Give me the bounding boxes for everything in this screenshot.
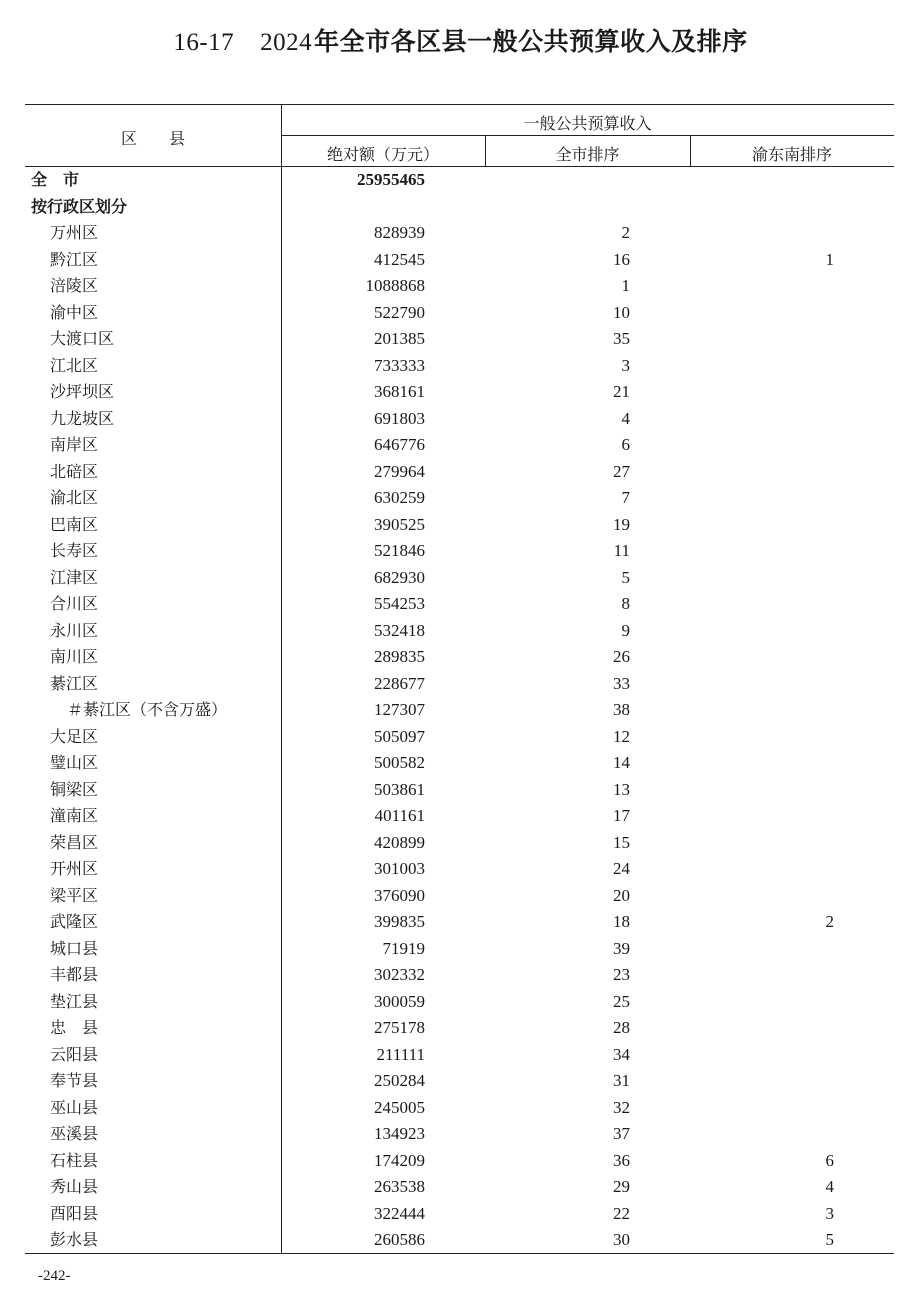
table-row — [25, 167, 894, 194]
amount-cell: 289835 — [374, 647, 425, 666]
district-name: 垫江县 — [50, 991, 99, 1011]
table-row — [25, 432, 894, 459]
district-name: 丰都县 — [50, 965, 99, 984]
table-year: 2024 — [260, 29, 313, 56]
district-name: 渝北区 — [50, 488, 99, 507]
district-name: 忠 县 — [50, 1018, 99, 1037]
table-row — [25, 750, 894, 777]
table-row — [25, 459, 894, 486]
table-row — [25, 538, 894, 565]
district-name: 黔江区 — [50, 249, 99, 269]
table-row — [25, 962, 894, 989]
district-name: 万州区 — [50, 223, 99, 242]
amount-cell: 211111 — [376, 1044, 425, 1064]
table-row — [25, 830, 894, 857]
city-rank-cell: 26 — [613, 647, 630, 666]
district-name: 彭水县 — [50, 1230, 99, 1249]
amount-cell: 691803 — [374, 408, 425, 428]
district-name: 巴南区 — [50, 514, 99, 534]
amount-cell: 420899 — [374, 832, 425, 852]
table-row — [25, 724, 894, 751]
city-rank-cell: 22 — [613, 1203, 630, 1223]
table-row — [25, 803, 894, 830]
table-row — [25, 1227, 894, 1254]
table-body — [25, 167, 894, 1254]
amount-cell: 522790 — [374, 302, 425, 322]
city-rank-cell: 14 — [613, 753, 630, 772]
city-rank-cell: 7 — [621, 488, 630, 507]
table-row — [25, 936, 894, 963]
city-rank-cell: 25 — [613, 991, 630, 1011]
district-name: 涪陵区 — [50, 276, 99, 295]
table-row — [25, 326, 894, 353]
city-rank-cell: 8 — [621, 594, 630, 613]
header-southeast-rank: 渝东南排序 — [751, 145, 832, 164]
amount-cell: 412545 — [374, 249, 425, 269]
district-name: 渝中区 — [50, 302, 99, 322]
district-name: 江津区 — [50, 567, 99, 587]
table-row — [25, 379, 894, 406]
amount-cell: 301003 — [374, 859, 425, 878]
table-row — [25, 485, 894, 512]
city-rank-cell: 6 — [621, 435, 630, 454]
table-row — [25, 618, 894, 645]
table-row — [25, 989, 894, 1016]
city-rank-cell: 17 — [613, 806, 630, 825]
district-name: 永川区 — [50, 620, 99, 640]
city-rank-cell: 23 — [613, 965, 630, 984]
table-row — [25, 220, 894, 247]
district-name: 江北区 — [50, 355, 99, 375]
city-rank-cell: 32 — [613, 1097, 630, 1117]
district-name: 石柱县 — [50, 1150, 99, 1170]
table-row — [25, 353, 894, 380]
city-rank-cell: 29 — [613, 1177, 630, 1196]
southeast-rank-cell: 3 — [825, 1203, 834, 1223]
amount-cell: 245005 — [374, 1097, 425, 1117]
city-rank-cell: 27 — [613, 461, 630, 481]
table-row — [25, 247, 894, 274]
amount-cell: 302332 — [374, 965, 425, 984]
amount-cell: 500582 — [374, 753, 425, 772]
amount-cell: 399835 — [374, 912, 425, 931]
city-rank-cell: 12 — [613, 726, 630, 746]
city-rank-cell: 3 — [621, 355, 630, 375]
table-row — [25, 591, 894, 618]
city-rank-cell: 38 — [613, 700, 630, 719]
district-name: 全 市 — [31, 170, 80, 189]
district-name: 合川区 — [50, 594, 99, 613]
amount-cell: 503861 — [374, 779, 425, 799]
table-row — [25, 1174, 894, 1201]
district-name: 南川区 — [50, 647, 99, 666]
district-name: 奉节县 — [50, 1071, 99, 1090]
table-row — [25, 512, 894, 539]
district-name: 璧山区 — [50, 753, 99, 772]
amount-cell: 201385 — [374, 329, 425, 348]
district-name: ＃綦江区（不含万盛） — [67, 700, 228, 719]
amount-cell: 134923 — [374, 1124, 425, 1143]
amount-cell: 275178 — [374, 1018, 425, 1037]
table-row — [25, 1121, 894, 1148]
table-top-rule — [25, 104, 894, 105]
district-name: 北碚区 — [50, 461, 99, 481]
district-name: 巫溪县 — [50, 1124, 99, 1143]
page-number: -242- — [38, 1268, 71, 1284]
city-rank-cell: 15 — [613, 832, 630, 852]
city-rank-cell: 31 — [613, 1071, 630, 1090]
city-rank-cell: 34 — [613, 1044, 630, 1064]
southeast-rank-cell: 4 — [825, 1177, 834, 1196]
header-mid-rule — [281, 135, 894, 136]
page-title — [0, 22, 921, 58]
table-row — [25, 565, 894, 592]
header-amount: 绝对额（万元） — [326, 145, 439, 164]
city-rank-cell: 9 — [621, 620, 630, 640]
southeast-rank-cell: 2 — [825, 912, 834, 931]
amount-cell: 71919 — [382, 938, 425, 958]
amount-cell: 733333 — [374, 355, 425, 375]
district-name: 九龙坡区 — [50, 408, 115, 428]
city-rank-cell: 39 — [613, 938, 630, 958]
amount-cell: 368161 — [374, 382, 425, 401]
district-name: 城口县 — [50, 938, 99, 958]
amount-cell: 828939 — [374, 223, 425, 242]
city-rank-cell: 35 — [613, 329, 630, 348]
amount-cell: 322444 — [374, 1203, 425, 1223]
city-rank-cell: 16 — [613, 249, 630, 269]
table-row — [25, 777, 894, 804]
table-row — [25, 1095, 894, 1122]
table-row — [25, 883, 894, 910]
city-rank-cell: 10 — [613, 302, 630, 322]
district-name: 武隆区 — [50, 912, 99, 931]
city-rank-cell: 24 — [613, 859, 630, 878]
table-row — [25, 273, 894, 300]
amount-cell: 1088868 — [365, 276, 425, 295]
southeast-rank-cell: 5 — [825, 1230, 834, 1249]
table-row — [25, 909, 894, 936]
city-rank-cell: 36 — [613, 1150, 630, 1170]
table-row — [25, 671, 894, 698]
amount-cell: 250284 — [374, 1071, 425, 1090]
district-name: 大足区 — [50, 726, 99, 746]
table-row — [25, 697, 894, 724]
district-name: 秀山县 — [50, 1177, 99, 1196]
city-rank-cell: 5 — [621, 567, 630, 587]
city-rank-cell: 18 — [613, 912, 630, 931]
table-row — [25, 856, 894, 883]
table-row — [25, 1201, 894, 1228]
city-rank-cell: 21 — [613, 382, 630, 401]
amount-cell: 630259 — [374, 488, 425, 507]
amount-cell: 376090 — [374, 885, 425, 905]
amount-cell: 279964 — [374, 461, 425, 481]
amount-cell: 554253 — [374, 594, 425, 613]
amount-cell: 390525 — [374, 514, 425, 534]
city-rank-cell: 20 — [613, 885, 630, 905]
amount-cell: 646776 — [374, 435, 425, 454]
table-row — [25, 300, 894, 327]
district-name: 长寿区 — [50, 541, 99, 560]
city-rank-cell: 28 — [613, 1018, 630, 1037]
table-row — [25, 1148, 894, 1175]
amount-cell: 682930 — [374, 567, 425, 587]
amount-cell: 532418 — [374, 620, 425, 640]
district-name: 大渡口区 — [50, 329, 115, 348]
district-name: 铜梁区 — [50, 779, 99, 799]
city-rank-cell: 11 — [613, 541, 630, 560]
city-rank-cell: 2 — [621, 223, 630, 242]
city-rank-cell: 37 — [613, 1124, 630, 1143]
table-number: 16-17 — [173, 29, 235, 56]
table-row — [25, 1068, 894, 1095]
city-rank-cell: 30 — [613, 1230, 630, 1249]
district-name: 巫山县 — [50, 1097, 99, 1117]
header-district: 区 县 — [120, 129, 185, 148]
district-name: 潼南区 — [50, 806, 99, 825]
header-city-rank: 全市排序 — [555, 145, 620, 164]
table-row — [25, 644, 894, 671]
amount-cell: 263538 — [374, 1177, 425, 1196]
table-row — [25, 1042, 894, 1069]
table-row — [25, 1015, 894, 1042]
district-name: 酉阳县 — [50, 1203, 99, 1223]
amount-cell: 127307 — [374, 700, 425, 719]
amount-cell: 25955465 — [357, 170, 425, 189]
city-rank-cell: 33 — [613, 673, 630, 693]
district-name: 云阳县 — [50, 1044, 99, 1064]
district-name: 按行政区划分 — [31, 196, 128, 216]
district-name: 南岸区 — [50, 435, 99, 454]
amount-cell: 401161 — [374, 806, 425, 825]
table-row — [25, 406, 894, 433]
header-revenue-group: 一般公共预算收入 — [523, 114, 652, 133]
district-name: 沙坪坝区 — [50, 382, 115, 401]
amount-cell: 505097 — [374, 726, 425, 746]
amount-cell: 228677 — [374, 673, 425, 693]
district-name: 綦江区 — [50, 673, 99, 693]
city-rank-cell: 1 — [621, 276, 630, 295]
table-title-text: 年全市各区县一般公共预算收入及排序 — [314, 27, 748, 56]
amount-cell: 300059 — [374, 991, 425, 1011]
district-name: 荣昌区 — [50, 832, 99, 852]
amount-cell: 521846 — [374, 541, 425, 560]
table-row — [25, 194, 894, 221]
district-name: 梁平区 — [50, 885, 99, 905]
city-rank-cell: 13 — [613, 779, 630, 799]
city-rank-cell: 19 — [613, 514, 630, 534]
southeast-rank-cell: 6 — [825, 1150, 834, 1170]
district-name: 开州区 — [50, 859, 99, 878]
southeast-rank-cell: 1 — [825, 249, 834, 269]
amount-cell: 174209 — [374, 1150, 425, 1170]
amount-cell: 260586 — [374, 1230, 425, 1249]
city-rank-cell: 4 — [621, 408, 630, 428]
